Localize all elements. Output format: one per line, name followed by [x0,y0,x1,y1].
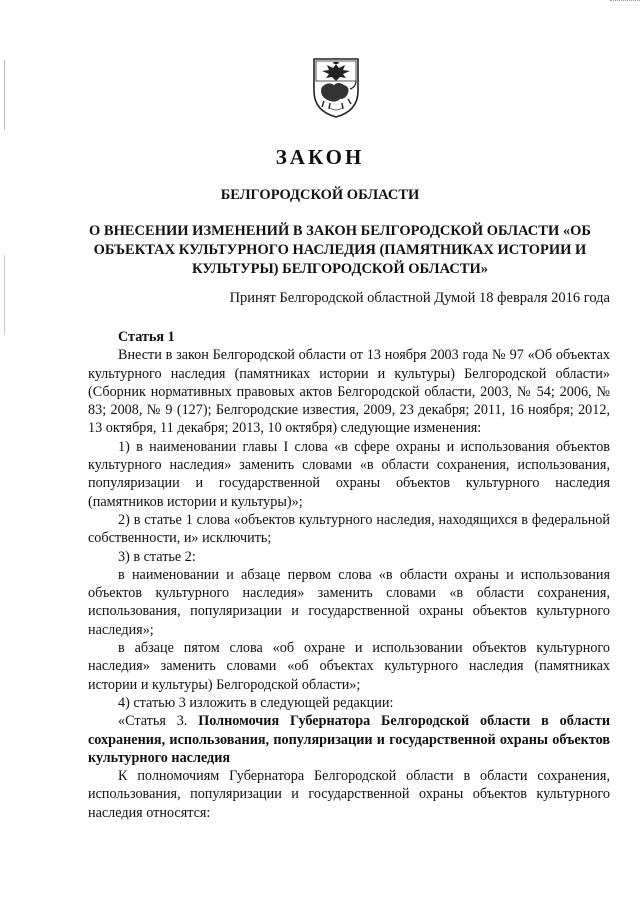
paragraph: в абзаце пятом слова «об охране и использовании объектов культурного наследия» заменить словами «об объектах культурного наследия (памятниках истории и культуры) Белгородской области»; [88,640,610,693]
paragraph: К полномочиям Губернатора Белгородской области в области сохранения, использования, популяризации и государственной охраны объектов культурного наследия относятся: [88,768,610,821]
paragraph: 1) в наименовании главы I слова «в сфере охраны и использования объектов культурного наследия» заменить словами «в области сохранения, использования, популяризации и государственной охраны объектов культурного наследия (памятников истории и культуры)»; [88,438,610,510]
paragraph: в наименовании и абзаце первом слова «в области охраны и использования объектов культурного наследия» заменить словами «в области сохранения, использования, популяризации и государственной охраны объектов культурного наследия»; [88,566,610,638]
article3-heading [88,712,610,767]
paragraph: Внести в закон Белгородской области от 13 ноября 2003 года № 97 «Об объектах культурного наследия (памятниках истории и культуры) Белгородской области» (Сборник нормативных правовых актов Белгородской области, 2003, № 54; 2006, № 83; 2008, № 9 (127); Белгородские известия, 2009, 23 декабря; 2011, 16 ноября; 2012, 13 октября, 11 декабря; 2013, 10 октября) следующие изменения: [88,347,610,437]
paragraph: 2) в статье 1 слова «объектов культурного наследия, находящихся в федеральной собственности, и» исключить; [88,511,610,547]
scan-edge-mark [610,0,640,5]
document-title: ЗАКОН [275,145,365,169]
article3-title: Полномочия Губернатора Белгородской области в области сохранения, использования, популяризации и государственной охраны объектов культурного наследия [88,713,610,766]
document-subject: О ВНЕСЕНИИ ИЗМЕНЕНИЙ В ЗАКОН БЕЛГОРОДСКОЙ ОБЛАСТИ «ОБ ОБЪЕКТАХ КУЛЬТУРНОГО НАСЛЕДИЯ (ПАМЯТНИКАХ ИСТОРИИ И КУЛЬТУРЫ) БЕЛГОРОДСКОЙ ОБЛАСТИ» [89,223,591,277]
document-region: БЕЛГОРОДСКОЙ ОБЛАСТИ [220,187,420,203]
coat-of-arms-icon [300,55,372,119]
paragraph: 3) в статье 2: [118,548,196,565]
adoption-date-line: Принят Белгородской областной Думой 18 февраля 2016 года [229,290,610,306]
scan-edge-mark [4,60,5,130]
document-body [88,328,610,822]
article-heading: Статья 1 [118,329,175,345]
paragraph: 4) статью 3 изложить в следующей редакции: [118,694,394,711]
article3-prefix: «Статья 3. [118,713,199,730]
scan-edge-mark [4,255,5,335]
